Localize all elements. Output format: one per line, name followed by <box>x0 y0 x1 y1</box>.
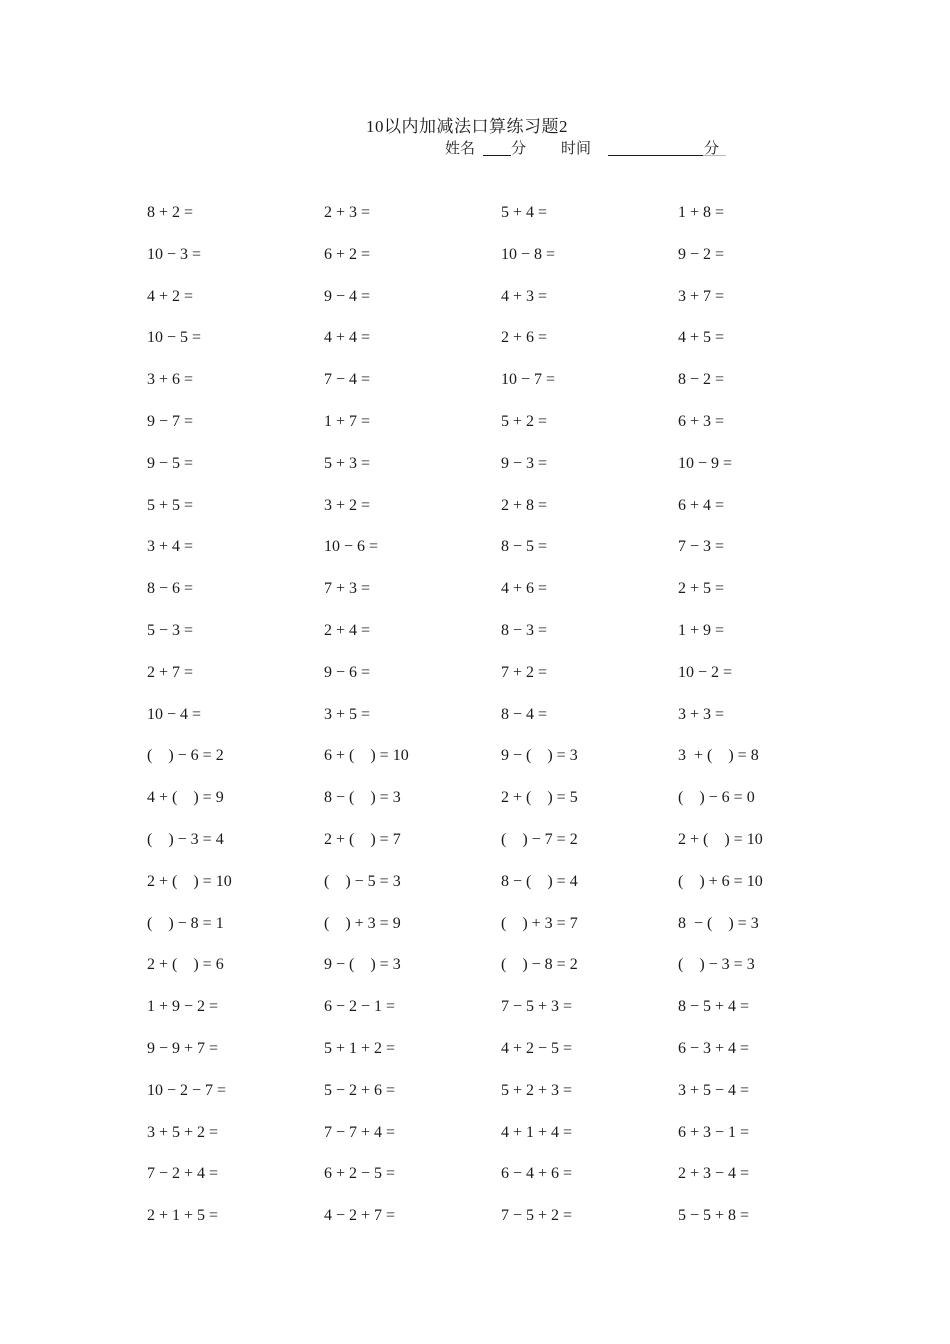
problem-cell: 2 + ( ) = 5 <box>501 789 578 807</box>
problem-cell: ( ) − 8 = 2 <box>501 956 578 974</box>
problem-cell: 4 + 1 + 4 = <box>501 1123 573 1141</box>
problem-row <box>147 454 787 496</box>
problem-cell: ( ) − 6 = 0 <box>678 789 755 807</box>
problem-row <box>147 245 787 287</box>
problem-row <box>147 997 787 1039</box>
problem-cell: 8 − 5 + 4 = <box>678 998 750 1016</box>
problem-cell: 6 + 2 = <box>324 245 371 263</box>
problem-cell: 2 + 1 + 5 = <box>147 1207 219 1225</box>
problem-cell: 10 − 7 = <box>501 371 556 389</box>
problem-cell: 3 + 5 + 2 = <box>147 1123 219 1141</box>
problem-cell: 5 + 5 = <box>147 496 194 514</box>
problem-cell: 2 + ( ) = 6 <box>147 956 224 974</box>
name-suffix: 分 <box>511 141 527 157</box>
problem-cell: 2 + ( ) = 10 <box>678 830 763 848</box>
problem-cell: 8 + 2 = <box>147 204 194 221</box>
problem-cell: 8 − ( ) = 3 <box>324 789 401 807</box>
problem-cell: 9 − 2 = <box>678 245 725 263</box>
problem-cell: 4 + 3 = <box>501 287 548 305</box>
time-blank[interactable] <box>608 137 703 156</box>
problem-row <box>147 537 787 579</box>
time-label: 时间 <box>561 141 592 157</box>
worksheet-title: 10以内加减法口算练习题2 <box>366 117 568 136</box>
problem-cell: 3 + 4 = <box>147 538 194 556</box>
problem-row <box>147 872 787 914</box>
problem-cell: 9 − 7 = <box>147 412 194 430</box>
problem-cell: 5 − 3 = <box>147 621 194 639</box>
problem-cell: ( ) − 3 = 4 <box>147 830 224 848</box>
problem-cell: 5 + 2 + 3 = <box>501 1081 573 1099</box>
problem-cell: 9 − 3 = <box>501 454 548 472</box>
problem-cell: 1 + 9 = <box>678 621 725 639</box>
problem-cell: 8 − 5 = <box>501 538 548 556</box>
problem-cell: 4 + ( ) = 9 <box>147 789 224 807</box>
problem-cell: ( ) + 3 = 7 <box>501 914 578 932</box>
name-blank[interactable] <box>483 137 511 156</box>
problem-cell: 6 + ( ) = 10 <box>324 747 409 765</box>
problem-cell: 9 − 5 = <box>147 454 194 472</box>
problem-row <box>147 203 787 245</box>
problem-cell: ( ) − 7 = 2 <box>501 830 578 848</box>
problem-cell: 9 − 4 = <box>324 287 371 305</box>
problem-cell: 2 + 8 = <box>501 496 548 514</box>
problem-cell: 5 − 5 + 8 = <box>678 1207 750 1225</box>
problem-cell: 7 − 5 + 3 = <box>501 998 573 1016</box>
problem-row <box>147 412 787 454</box>
problem-row <box>147 830 787 872</box>
problem-cell: 3 + 6 = <box>147 371 194 389</box>
problem-cell: 4 − 2 + 7 = <box>324 1207 396 1225</box>
problem-cell: 9 − 6 = <box>324 663 371 681</box>
problem-row <box>147 1039 787 1081</box>
problem-cell: 7 − 5 + 2 = <box>501 1207 573 1225</box>
name-label: 姓名 <box>445 141 476 157</box>
problem-cell: 8 − ( ) = 4 <box>501 872 578 890</box>
problem-cell: 5 − 2 + 6 = <box>324 1081 396 1099</box>
problem-cell: 8 − 2 = <box>678 371 725 389</box>
problem-cell: 2 + ( ) = 7 <box>324 830 401 848</box>
problem-row <box>147 663 787 705</box>
problem-cell: 3 + ( ) = 8 <box>678 747 759 765</box>
problem-cell: 2 + ( ) = 10 <box>147 872 232 890</box>
problem-cell: 3 + 7 = <box>678 287 725 305</box>
problem-cell: 5 + 4 = <box>501 204 548 221</box>
problem-cell: 3 + 5 = <box>324 705 371 723</box>
problem-cell: 6 + 3 − 1 = <box>678 1123 750 1141</box>
problem-row <box>147 1206 787 1248</box>
problem-cell: 2 + 3 = <box>324 204 371 221</box>
problem-row <box>147 496 787 538</box>
problem-cell: 9 − ( ) = 3 <box>501 747 578 765</box>
problem-cell: 7 − 3 = <box>678 538 725 556</box>
problem-cell: 8 − 4 = <box>501 705 548 723</box>
problem-row <box>147 287 787 329</box>
problem-grid <box>147 203 787 1248</box>
time-suffix: 分 <box>704 141 720 157</box>
problem-row <box>147 370 787 412</box>
problem-cell: ( ) + 6 = 10 <box>678 872 763 890</box>
problem-cell: 5 + 3 = <box>324 454 371 472</box>
problem-row <box>147 746 787 788</box>
problem-cell: 10 − 4 = <box>147 705 202 723</box>
problem-cell: 7 − 7 + 4 = <box>324 1123 396 1141</box>
problem-cell: 8 − ( ) = 3 <box>678 914 759 932</box>
problem-row <box>147 705 787 747</box>
problem-cell: 2 + 7 = <box>147 663 194 681</box>
problem-cell: 3 + 3 = <box>678 705 725 723</box>
problem-cell: ( ) − 6 = 2 <box>147 747 224 765</box>
problem-cell: 6 + 3 = <box>678 412 725 430</box>
problem-cell: 3 + 5 − 4 = <box>678 1081 750 1099</box>
problem-cell: ( ) − 8 = 1 <box>147 914 224 932</box>
problem-cell: 6 − 3 + 4 = <box>678 1039 750 1057</box>
problem-cell: ( ) − 3 = 3 <box>678 956 755 974</box>
problem-cell: 10 − 3 = <box>147 245 202 263</box>
problem-cell: ( ) − 5 = 3 <box>324 872 401 890</box>
problem-cell: 6 − 4 + 6 = <box>501 1165 573 1183</box>
problem-cell: 4 + 2 − 5 = <box>501 1039 573 1057</box>
problem-cell: 3 + 2 = <box>324 496 371 514</box>
problem-row <box>147 914 787 956</box>
problem-cell: 10 − 8 = <box>501 245 556 263</box>
problem-cell: 10 − 2 − 7 = <box>147 1081 227 1099</box>
time-suffix-underline <box>703 137 726 156</box>
problem-cell: 2 + 4 = <box>324 621 371 639</box>
problem-cell: 4 + 5 = <box>678 329 725 347</box>
problem-row <box>147 328 787 370</box>
problem-cell: 5 + 2 = <box>501 412 548 430</box>
problem-row <box>147 1081 787 1123</box>
problem-cell: 8 − 3 = <box>501 621 548 639</box>
problem-cell: 8 − 6 = <box>147 580 194 598</box>
problem-row <box>147 621 787 663</box>
problem-cell: 10 − 6 = <box>324 538 379 556</box>
problem-cell: 9 − ( ) = 3 <box>324 956 401 974</box>
problem-cell: 4 + 2 = <box>147 287 194 305</box>
problem-row <box>147 788 787 830</box>
problem-cell: 2 + 5 = <box>678 580 725 598</box>
problem-cell: 7 + 2 = <box>501 663 548 681</box>
problem-cell: 1 + 7 = <box>324 412 371 430</box>
problem-cell: 7 + 3 = <box>324 580 371 598</box>
problem-cell: 7 − 2 + 4 = <box>147 1165 219 1183</box>
problem-cell: 6 + 4 = <box>678 496 725 514</box>
problem-cell: 2 + 3 − 4 = <box>678 1165 750 1183</box>
problem-cell: 1 + 8 = <box>678 204 725 221</box>
problem-row <box>147 579 787 621</box>
problem-cell: 2 + 6 = <box>501 329 548 347</box>
problem-cell: ( ) + 3 = 9 <box>324 914 401 932</box>
problem-cell: 10 − 9 = <box>678 454 733 472</box>
problem-cell: 4 + 4 = <box>324 329 371 347</box>
problem-cell: 9 − 9 + 7 = <box>147 1039 219 1057</box>
problem-cell: 6 + 2 − 5 = <box>324 1165 396 1183</box>
problem-cell: 4 + 6 = <box>501 580 548 598</box>
problem-cell: 1 + 9 − 2 = <box>147 998 219 1016</box>
problem-cell: 5 + 1 + 2 = <box>324 1039 396 1057</box>
problem-row <box>147 1123 787 1165</box>
problem-cell: 10 − 2 = <box>678 663 733 681</box>
problem-row <box>147 955 787 997</box>
problem-cell: 7 − 4 = <box>324 371 371 389</box>
problem-cell: 10 − 5 = <box>147 329 202 347</box>
problem-row <box>147 1164 787 1206</box>
problem-cell: 6 − 2 − 1 = <box>324 998 396 1016</box>
